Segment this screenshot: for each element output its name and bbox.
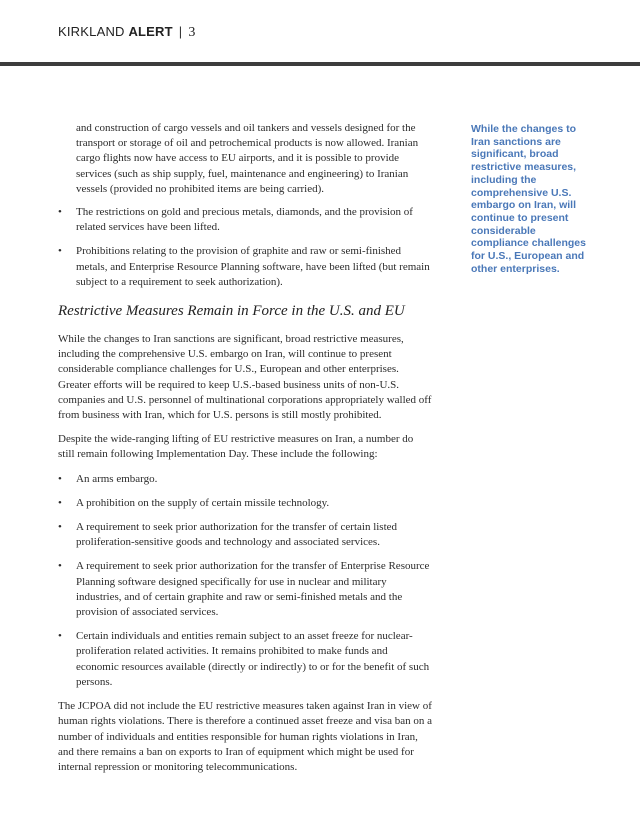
- list-item: [58, 496, 432, 511]
- bullet-icon: •: [58, 521, 62, 534]
- body-paragraph: While the changes to Iran sanctions are significant, broad restrictive measures, including the comprehensive U.S. embargo on Iran, will continue to present considerable compliance challenges for U.S., European and other enterprises. Greater efforts will be required to keep U.S.-based business units of non-U.S. companies and U.S. personnel of multinational corporations appropriately walled off from business with Iran, which for U.S. persons is still mostly prohibited.: [58, 333, 432, 422]
- brand-alert: ALERT: [128, 24, 173, 39]
- header-rule: [0, 62, 640, 66]
- list-item: [58, 559, 432, 620]
- page-number: 3: [188, 25, 196, 40]
- list-item-text: Certain individuals and entities remain subject to an asset freeze for nuclear-proliferation related activities. It remains prohibited to make funds and economic resources available (directly or indirectly) to or for the benefit of such persons.: [76, 630, 430, 688]
- list-item-text: The restrictions on gold and precious metals, diamonds, and the provision of related services have been lifted.: [76, 206, 413, 234]
- bullet-icon: •: [58, 496, 62, 509]
- list-item: [58, 472, 432, 487]
- list-item: [58, 520, 432, 550]
- list-item: [58, 244, 432, 290]
- list-item-text: A requirement to seek prior authorization for the transfer of certain listed proliferation-sensitive goods and technology and associated services.: [76, 521, 398, 549]
- lifted-measures-list: [58, 205, 432, 290]
- bullet-icon: •: [58, 206, 62, 219]
- list-item: [58, 629, 432, 690]
- list-item-text: An arms embargo.: [76, 472, 158, 485]
- bullet-icon: •: [58, 245, 62, 258]
- main-column: [58, 121, 432, 784]
- section-heading: Restrictive Measures Remain in Force in the U.S. and EU: [58, 303, 405, 320]
- header-separator: |: [178, 24, 183, 39]
- bullet-icon: •: [58, 472, 62, 485]
- body-paragraph: Despite the wide-ranging lifting of EU restrictive measures on Iran, a number do still remain following Implementation Day. These include the following:: [58, 433, 414, 461]
- list-item: [58, 205, 432, 235]
- pull-quote: While the changes to Iran sanctions are significant, broad restrictive measures, including the comprehensive U.S. embargo on Iran, will continue to present considerable compliance challenges for U.S., European and other enterprises.: [471, 123, 586, 275]
- brand-name: KIRKLAND: [58, 24, 125, 39]
- page-header: [58, 24, 196, 44]
- bullet-icon: •: [58, 560, 62, 573]
- continuation-paragraph: and construction of cargo vessels and oil tankers and vessels designed for the transport or storage of oil and petrochemical products is now allowed. Iranian cargo flights now have access to EU airports, and it is possible to provide services (such as ship supply, fuel, maintenance and engineering) to Iranian vessels (provided no prohibited items are being carried).: [76, 122, 419, 195]
- list-item-text: Prohibitions relating to the provision of graphite and raw or semi-finished metals, and Enterprise Resource Planning software, have been lifted (but remain subject to a requirement to seek authorization).: [76, 245, 430, 288]
- body-paragraph: The JCPOA did not include the EU restrictive measures taken against Iran in view of human rights violations. There is therefore a continued asset freeze and visa ban on a number of individuals and entities responsible for human rights violations in Iran, and there remains a ban on exports to Iran of equipment which might be used for internal repression or monitoring telecommunications.: [58, 700, 432, 773]
- list-item-text: A requirement to seek prior authorization for the transfer of Enterprise Resource Planning software designed specifically for use in nuclear and military industries, and of certain graphite and raw or semi-finished metals and the provision of associated services.: [76, 560, 430, 619]
- list-item-text: A prohibition on the supply of certain missile technology.: [76, 496, 330, 509]
- remaining-measures-list: [58, 472, 432, 690]
- bullet-icon: •: [58, 630, 62, 643]
